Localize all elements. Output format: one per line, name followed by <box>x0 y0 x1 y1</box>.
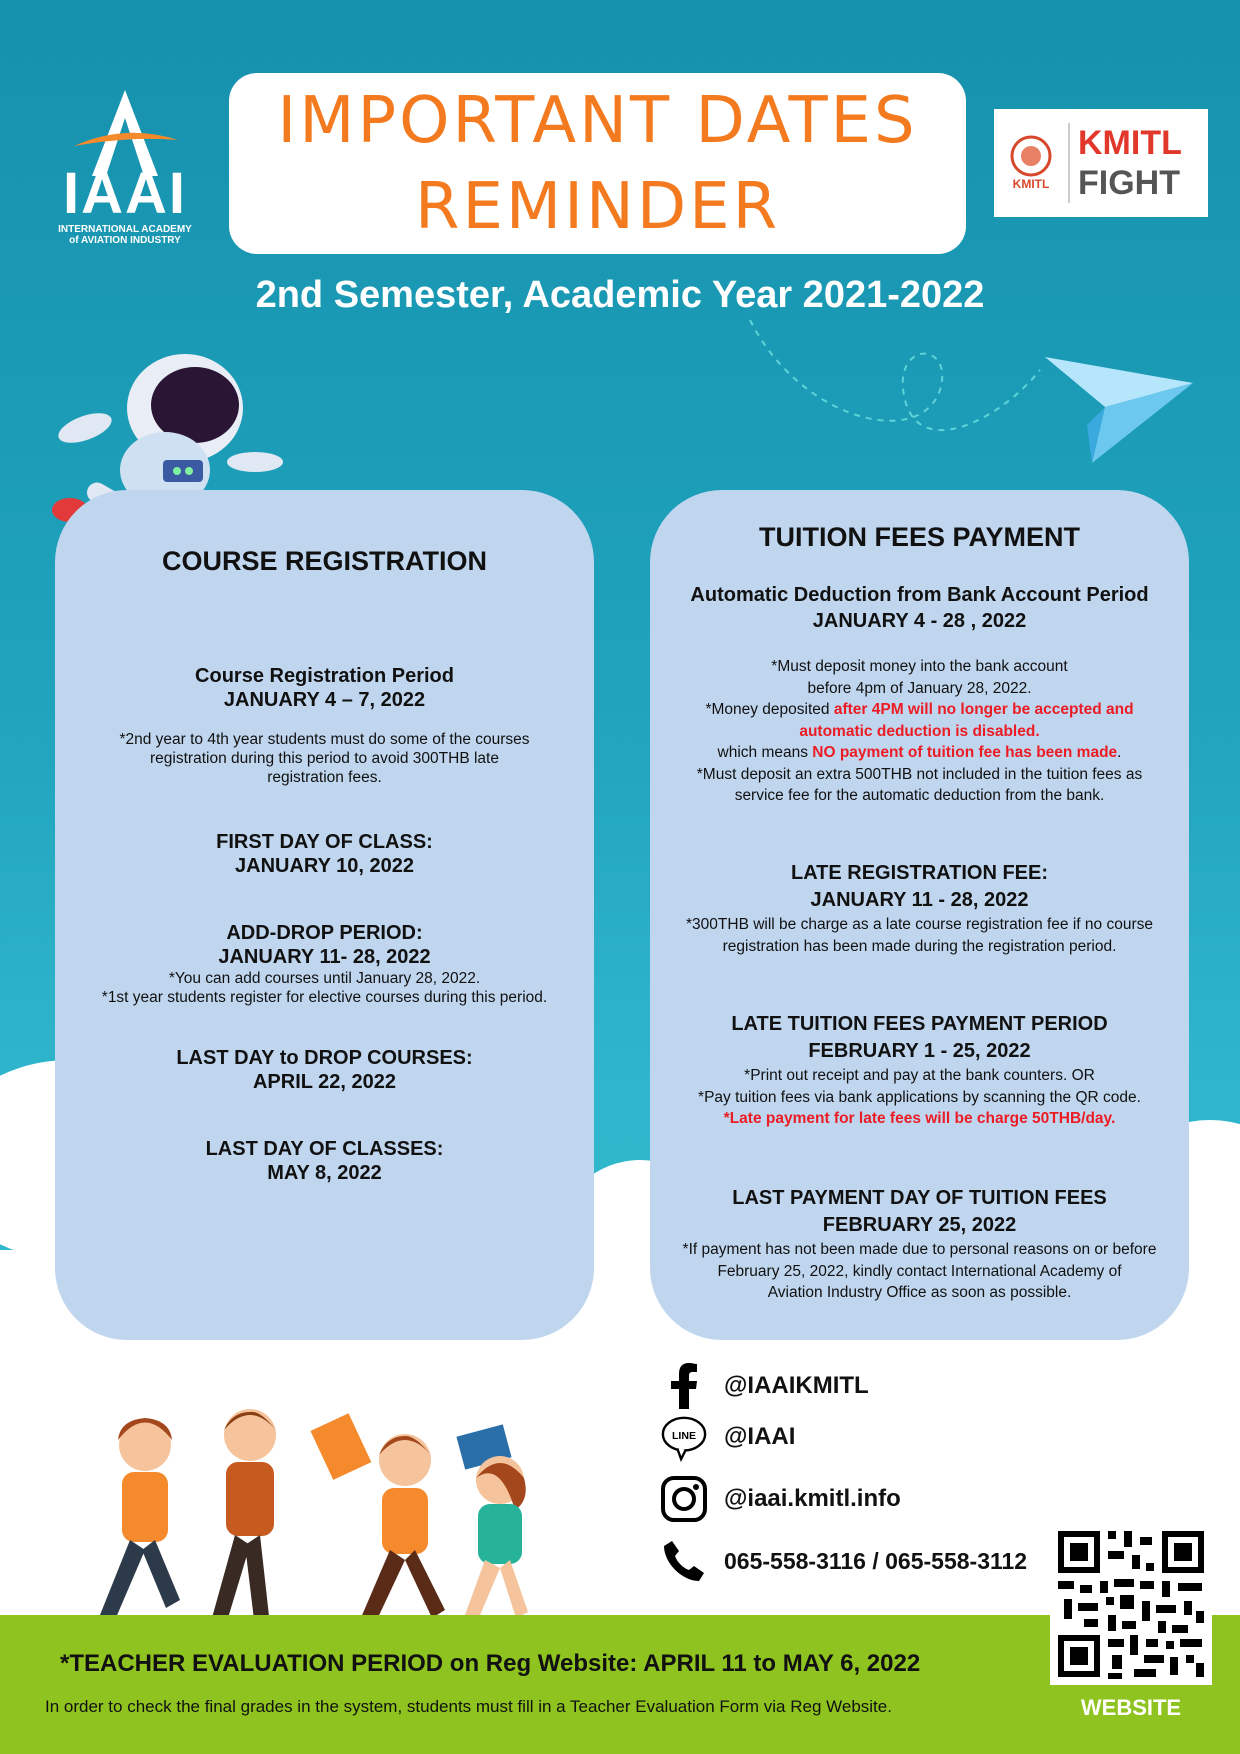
late-pay-dates: FEBRUARY 1 - 25, 2022 <box>808 1040 1031 1062</box>
last-pay-note: *If payment has not been made due to personal reasons on or before <box>682 1241 1157 1258</box>
add-drop-note: *1st year students register for elective courses during this period. <box>101 989 548 1006</box>
student-figure <box>310 1413 445 1626</box>
facebook-icon <box>660 1362 708 1410</box>
auto-label: Automatic Deduction from Bank Account Period <box>690 584 1149 606</box>
late-reg-dates: JANUARY 11 - 28, 2022 <box>810 889 1029 911</box>
teacher-evaluation-period <box>60 1650 920 1678</box>
kmitl-fight-text <box>1070 123 1208 203</box>
late-reg-note: *300THB will be charge as a late course registration fee if no course <box>686 916 1153 933</box>
evaluation-dates: : APRIL 11 to MAY 6, 2022 <box>629 1650 921 1677</box>
auto-note-text: which means <box>717 744 813 761</box>
last-payment-day <box>650 1185 1189 1304</box>
late-pay-note-warning: Late payment for late fees will be charge 50THB/day. <box>729 1110 1116 1127</box>
auto-note <box>650 699 1189 721</box>
late-tuition-payment-period <box>650 1011 1189 1130</box>
last-day-to-drop <box>55 1046 594 1094</box>
student-figure <box>100 1418 180 1620</box>
line-icon <box>660 1413 708 1461</box>
iaai-logo <box>55 88 195 268</box>
add-drop-dates: JANUARY 11- 28, 2022 <box>218 946 431 968</box>
late-pay-label: LATE TUITION FEES PAYMENT PERIOD <box>731 1013 1108 1035</box>
phone-numbers[interactable]: 065-558-3116 / 065-558-3112 <box>724 1547 1028 1574</box>
student-figure <box>210 1409 276 1628</box>
website-qr-code[interactable] <box>1050 1523 1212 1685</box>
kmitl-fight-logo <box>994 109 1208 217</box>
auto-note-warning: automatic deduction is disabled. <box>799 722 1040 740</box>
qr-code-icon <box>1050 1523 1212 1685</box>
period-dates: JANUARY 4 – 7, 2022 <box>223 689 426 711</box>
late-registration-fee <box>650 860 1189 957</box>
flight-path-decoration <box>740 300 1080 490</box>
students-illustration <box>60 1400 600 1640</box>
line-contact[interactable] <box>660 1413 1060 1461</box>
title-box <box>229 73 966 254</box>
page-title-line2: REMINDER <box>414 169 781 244</box>
late-pay-note-star: * <box>723 1110 730 1127</box>
auto-note-warning: after 4PM will no longer be accepted and <box>833 701 1134 718</box>
late-reg-note: registration has been made during the registration period. <box>722 937 1117 955</box>
phone-icon <box>660 1537 708 1585</box>
add-drop-note: *You can add courses until January 28, 2022. <box>168 970 481 987</box>
late-pay-note: *Pay tuition fees via bank applications by scanning the QR code. <box>698 1088 1141 1106</box>
last-drop-date: APRIL 22, 2022 <box>252 1071 397 1093</box>
automatic-deduction-period <box>650 582 1189 807</box>
last-day-of-classes <box>55 1137 594 1185</box>
iaai-logo-line1: INTERNATIONAL ACADEMY <box>58 224 192 235</box>
first-day-label: FIRST DAY OF CLASS: <box>216 831 433 853</box>
period-label: Course Registration Period <box>195 665 454 687</box>
last-pay-note: February 25, 2022, kindly contact International Academy of <box>717 1262 1122 1280</box>
late-pay-note: *Print out receipt and pay at the bank counters. OR <box>744 1067 1095 1084</box>
late-pay-note <box>650 1108 1189 1130</box>
first-day-of-class <box>55 830 594 878</box>
last-class-label: LAST DAY OF CLASSES: <box>205 1138 444 1160</box>
fight-word: FIGHT <box>1078 164 1180 202</box>
page-title-line1: IMPORTANT DATES <box>277 83 918 158</box>
last-class-date: MAY 8, 2022 <box>267 1162 382 1184</box>
auto-note-text: . <box>1117 744 1122 761</box>
first-day-date: JANUARY 10, 2022 <box>235 855 414 877</box>
tuition-fees-title: TUITION FEES PAYMENT <box>758 522 1081 552</box>
late-reg-label: LATE REGISTRATION FEE: <box>790 862 1049 884</box>
iaai-logo-name: IAAI <box>63 161 187 226</box>
kmitl-emblem <box>994 109 1068 217</box>
iaai-wing-icon <box>70 88 180 178</box>
auto-note: *Must deposit an extra 500THB not included in the tuition fees as <box>696 765 1143 783</box>
auto-note-warning: NO payment of tuition fee has been made <box>812 744 1118 761</box>
auto-dates: JANUARY 4 - 28 , 2022 <box>812 610 1027 632</box>
auto-note: service fee for the automatic deduction from the bank. <box>734 787 1105 804</box>
kmitl-emblem-text: KMITL <box>1012 177 1050 191</box>
facebook-contact[interactable] <box>660 1362 1060 1410</box>
iaai-logo-line2: of AVIATION INDUSTRY <box>69 235 181 246</box>
auto-note: *Must deposit money into the bank account <box>771 658 1068 675</box>
facebook-handle[interactable]: @IAAIKMITL <box>724 1372 869 1399</box>
last-pay-date: FEBRUARY 25, 2022 <box>822 1214 1017 1236</box>
period-note: registration during this period to avoid 300THB late <box>150 750 499 767</box>
auto-note: before 4pm of January 28, 2022. <box>807 679 1032 697</box>
kmitl-seal-icon <box>1010 135 1052 177</box>
instagram-icon <box>660 1475 708 1523</box>
add-drop-label: ADD-DROP PERIOD: <box>226 922 423 944</box>
last-pay-note: Aviation Industry Office as soon as possible. <box>767 1284 1072 1301</box>
period-note: registration fees. <box>267 769 382 786</box>
add-drop-period <box>55 921 594 1007</box>
course-registration-period <box>55 664 594 787</box>
instagram-handle[interactable]: @iaai.kmitl.info <box>724 1485 901 1512</box>
phone-contact[interactable] <box>660 1537 1060 1585</box>
paper-plane-icon <box>1045 355 1195 465</box>
line-handle[interactable]: @IAAI <box>724 1423 796 1450</box>
semester-subtitle: 2nd Semester, Academic Year 2021-2022 <box>255 274 985 316</box>
line-icon-text: LINE <box>671 1429 697 1442</box>
auto-note <box>650 742 1189 764</box>
website-label[interactable]: WEBSITE <box>1080 1695 1182 1720</box>
last-pay-label: LAST PAYMENT DAY OF TUITION FEES <box>732 1187 1107 1209</box>
tuition-fees-card <box>650 490 1189 1340</box>
instagram-contact[interactable] <box>660 1475 1060 1523</box>
course-registration-title: COURSE REGISTRATION <box>161 546 487 576</box>
student-figure <box>456 1424 528 1620</box>
auto-note-text: *Money deposited <box>705 701 834 718</box>
evaluation-label: *TEACHER EVALUATION PERIOD on Reg Website <box>60 1650 630 1677</box>
last-drop-label: LAST DAY to DROP COURSES: <box>176 1047 473 1069</box>
kmitl-word: KMITL <box>1078 124 1182 162</box>
evaluation-note: In order to check the final grades in the system, students must fill in a Teacher Evaluation Form via Reg Website. <box>45 1697 892 1716</box>
period-note: *2nd year to 4th year students must do some of the courses <box>119 731 530 748</box>
course-registration-card <box>55 490 594 1340</box>
